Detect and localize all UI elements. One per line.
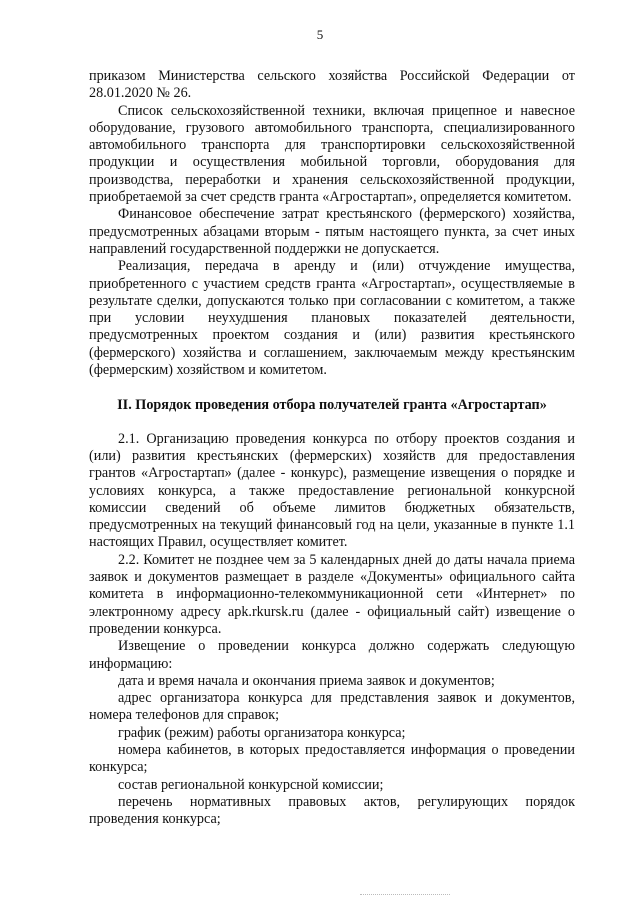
paragraph: Реализация, передача в аренду и (или) отчуждение имущества, приобретенного с участием средств гранта «Агростартап», осуществляемые в результате сделки, допускаются только при согласовании с комитетом, а также при условии неухудшения плановых показателей деятельности, предусмотренных проектом создания и (или) развития крестьянского (фермерского) хозяйства и соглашением, заключаемым между крестьянским (фермерским) хозяйством и комитетом. [89,258,575,379]
list-item: дата и время начала и окончания приема заявок и документов; [118,672,495,689]
scan-artifact-line [360,894,450,897]
paragraph: Финансовое обеспечение затрат крестьянского (фермерского) хозяйства, предусмотренных абзацами вторым - пятым настоящего пункта, за счет иных направлений государственной поддержки не допускается. [89,206,575,257]
list-item: график (режим) работы организатора конкурса; [118,724,406,741]
paragraph: 2.1. Организацию проведения конкурса по отбору проектов создания и (или) развития крестьянских (фермерских) хозяйств для предоставления грантов «Агростартап» (далее - конкурс), размещение извещения о порядке и условиях конкурса, а также предоставление региональной конкурсной комиссии сведений об объеме лимитов бюджетных обязательств, предусмотренных на текущий финансовый год на цели, указанные в пункте 1.1 настоящих Правил, осуществляет комитет. [89,430,575,551]
paragraph: Список сельскохозяйственной техники, включая прицепное и навесное оборудование, грузового автомобильного транспорта, специализированного автомобильного транспорта для транспортировки сельскохозяйственной продукции и осуществления мобильной торговли, оборудования для производства, переработки и хранения сельскохозяйственной продукции, приобретаемой за счет средств гранта «Агростартап», определяется комитетом. [89,102,575,206]
list-item: состав региональной конкурсной комиссии; [118,776,384,793]
paragraph: приказом Министерства сельского хозяйства Российской Федерации от 28.01.2020 № 26. [89,68,575,102]
paragraph: Извещение о проведении конкурса должно содержать следующую информацию: [89,638,575,672]
list-item: перечень нормативных правовых актов, регулирующих порядок проведения конкурса; [89,793,575,828]
page-number: 5 [316,27,324,42]
section-heading: II. Порядок проведения отбора получателей гранта «Агростартап» [117,397,547,414]
paragraph: 2.2. Комитет не позднее чем за 5 календарных дней до даты начала приема заявок и документов размещает в разделе «Документы» официального сайта комитета в информационно-телекоммуникационной сети «Интернет» по электронному адресу apk.rkursk.ru (далее - официальный сайт) извещение о проведении конкурса. [89,551,575,637]
list-item: номера кабинетов, в которых предоставляется информация о проведении конкурса; [89,741,575,776]
document-body [89,68,575,828]
list-item: адрес организатора конкурса для представления заявок и документов, номера телефонов для справок; [89,690,575,724]
